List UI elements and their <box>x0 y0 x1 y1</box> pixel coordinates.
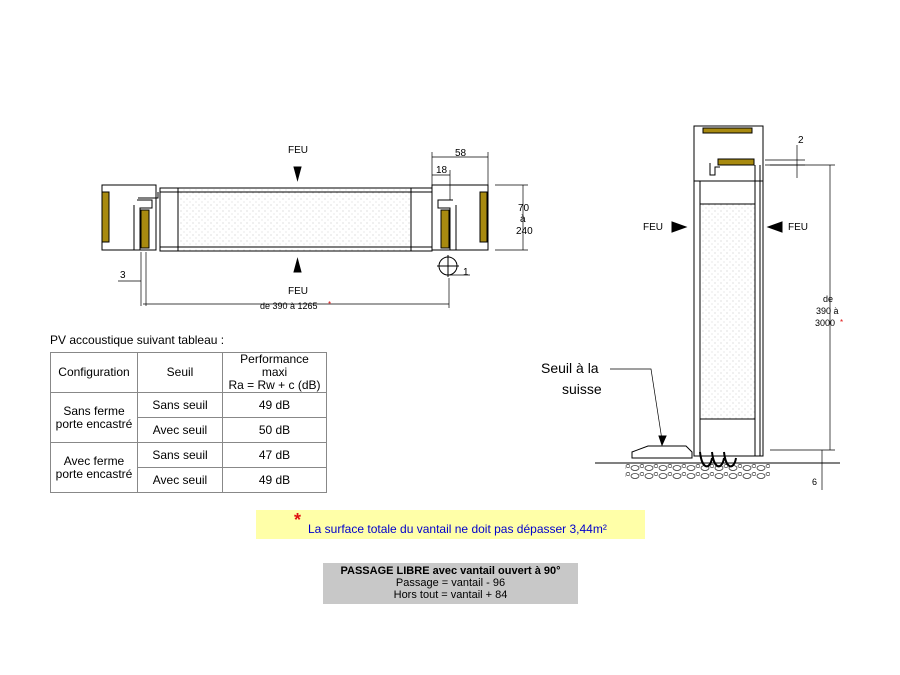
right-wood-strip <box>480 192 487 242</box>
section-labels <box>541 135 843 487</box>
feu-left-label: FEU <box>643 222 663 233</box>
dim-6-label: 6 <box>812 477 818 487</box>
feu-bottom-arrow <box>294 259 301 272</box>
dim-height-line2: 390 à <box>816 306 839 316</box>
dim-18-label: 18 <box>436 165 448 176</box>
seuil-label-line1: Seuil à la <box>541 360 599 376</box>
right-inner-wood <box>441 210 449 248</box>
header-configuration: Configuration <box>51 353 138 393</box>
perf-cell: 50 dB <box>223 418 327 443</box>
seuil-leader-arrow <box>659 436 666 445</box>
perf-cell: 49 dB <box>223 393 327 418</box>
threshold <box>632 446 692 458</box>
table-row <box>51 393 327 418</box>
passage-line1: Passage = vantail - 96 <box>395 577 506 589</box>
dim-2-label: 2 <box>798 135 804 146</box>
dim-58-label: 58 <box>455 148 467 159</box>
dim-thickness-line3: 240 <box>516 226 533 237</box>
feu-bottom-label: FEU <box>288 286 308 297</box>
door-core <box>178 188 411 251</box>
left-inner-wood <box>141 210 149 248</box>
passage-title: PASSAGE LIBRE avec vantail ouvert à 90° <box>340 565 561 577</box>
seuil-cell: Sans seuil <box>138 393 223 418</box>
perf-cell: 49 dB <box>223 468 327 493</box>
performance-table <box>50 352 327 493</box>
section-core <box>700 204 755 419</box>
plan-view <box>102 152 528 308</box>
table-row <box>51 443 327 468</box>
seuil-cell: Avec seuil <box>138 468 223 493</box>
dim-1-label: 1 <box>463 267 469 278</box>
lintel-wood-top <box>703 128 752 133</box>
config-cell: Avec ferme porte encastré <box>51 443 138 493</box>
dim-thickness-line1: 70 <box>518 203 530 214</box>
seuil-cell: Avec seuil <box>138 418 223 443</box>
floor-gravel <box>625 463 770 479</box>
dim-height-line1: de <box>823 294 834 304</box>
dim-thickness-line2: à <box>520 214 526 225</box>
pv-title: PV accoustique suivant tableau : <box>50 333 225 347</box>
header-seuil: Seuil <box>138 353 223 393</box>
dim-3-label: 3 <box>120 270 126 281</box>
seuil-label-line2: suisse <box>562 381 602 397</box>
seuil-leader <box>610 369 662 440</box>
feu-top-arrow <box>294 167 301 180</box>
lintel <box>694 126 763 181</box>
feu-left-arrow <box>672 222 686 232</box>
left-wood-strip <box>102 192 109 242</box>
perf-cell: 47 dB <box>223 443 327 468</box>
surface-note <box>256 510 645 539</box>
header-performance: Performance maxi Ra = Rw + c (dB) <box>223 353 327 393</box>
feu-right-label: FEU <box>788 222 808 233</box>
section-view <box>595 126 840 490</box>
passage-libre-box <box>323 563 578 604</box>
lintel-wood-bottom <box>718 159 754 165</box>
table-header-row <box>51 353 327 393</box>
feu-top-label: FEU <box>288 145 308 156</box>
seuil-cell: Sans seuil <box>138 443 223 468</box>
dim-width-asterisk: * <box>328 300 332 309</box>
dim-width-label: de 390 à 1265 <box>260 301 318 311</box>
note-asterisk: * <box>294 510 302 530</box>
note-text: La surface totale du vantail ne doit pas dépasser 3,44m² <box>308 522 607 536</box>
dim-height-asterisk: * <box>840 318 844 327</box>
config-cell: Sans ferme porte encastré <box>51 393 138 443</box>
dim-height-line3: 3000 <box>815 318 836 328</box>
passage-line2: Hors tout = vantail + 84 <box>393 589 508 601</box>
feu-right-arrow <box>768 222 782 232</box>
